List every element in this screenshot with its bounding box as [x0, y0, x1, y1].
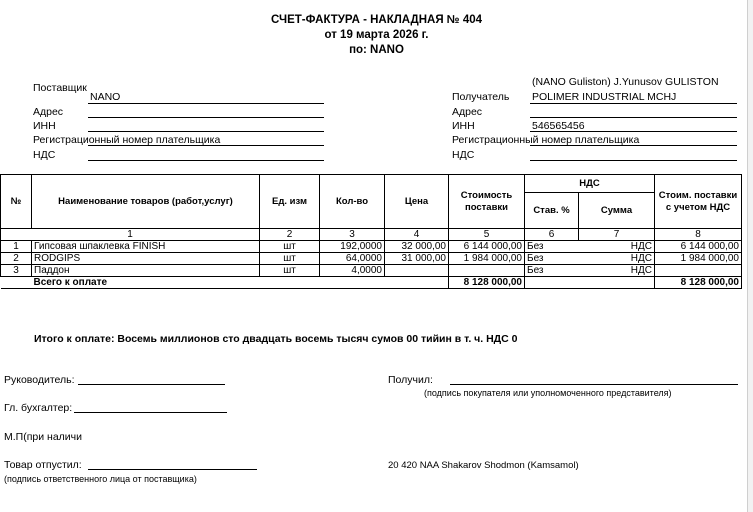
- colnum-cell: 7: [579, 229, 655, 241]
- row-sum: НДС: [579, 253, 655, 265]
- row-num: 2: [1, 253, 32, 265]
- header-total: Стоим. поставки с учетом НДС: [655, 175, 742, 229]
- row-total: [655, 265, 742, 277]
- director-label: Руководитель:: [4, 374, 75, 386]
- recipient-nds-label: НДС: [452, 149, 475, 161]
- recipient-line2: POLIMER INDUSTRIAL MCHJ: [532, 91, 677, 103]
- row-name: RODGIPS: [32, 253, 260, 265]
- row-rate: Без: [525, 253, 579, 265]
- colnum-cell: 3: [320, 229, 385, 241]
- supplier-inn-underline: [88, 131, 324, 132]
- recipient-reg-underline: [530, 145, 737, 146]
- row-price: 32 000,00: [385, 241, 449, 253]
- header-price: Цена: [385, 175, 449, 229]
- released-caption: (подпись ответственного лица от поставщика): [4, 474, 197, 484]
- total-cost: 8 128 000,00: [449, 277, 525, 289]
- released-signature-line: [88, 469, 257, 470]
- total-label: Всего к оплате: [32, 277, 260, 289]
- row-name: Паддон: [32, 265, 260, 277]
- row-rate: Без: [525, 241, 579, 253]
- total-sum: 8 128 000,00: [655, 277, 742, 289]
- table-row: [1, 265, 742, 277]
- row-cost: 1 984 000,00: [449, 253, 525, 265]
- table-row: [1, 241, 742, 253]
- total-row: [1, 277, 742, 289]
- colnum-cell: 4: [385, 229, 449, 241]
- row-cost: 6 144 000,00: [449, 241, 525, 253]
- recipient-inn-underline: [530, 131, 737, 132]
- row-price: [385, 265, 449, 277]
- row-rate: Без: [525, 265, 579, 277]
- colnum-cell: 8: [655, 229, 742, 241]
- row-name: Гипсовая шпаклевка FINISH: [32, 241, 260, 253]
- recipient-reg-label: Регистрационный номер плательщика: [452, 134, 640, 146]
- driver-info: 20 420 NAA Shakarov Shodmon (Kamsamol): [388, 460, 579, 471]
- header-name: Наименование товаров (работ,услуг): [32, 175, 260, 229]
- released-label: Товар отпустил:: [4, 459, 82, 471]
- received-caption: (подпись покупателя или уполномоченного представителя): [424, 388, 672, 398]
- supplier-address-underline: [88, 117, 324, 118]
- page-edge: [747, 0, 753, 512]
- recipient-inn-label: ИНН: [452, 120, 475, 132]
- header-nds: НДС: [525, 175, 655, 193]
- recipient-address-label: Адрес: [452, 106, 483, 118]
- recipient-address-underline: [530, 117, 737, 118]
- invoice-date: от 19 марта 2026 г.: [324, 29, 429, 41]
- header-num: №: [1, 175, 32, 229]
- total-spacer: [525, 277, 579, 289]
- row-price: 31 000,00: [385, 253, 449, 265]
- header-cost: Стоимость поставки: [449, 175, 525, 229]
- row-qty: 4,0000: [320, 265, 385, 277]
- supplier-value: NANO: [90, 91, 121, 103]
- supplier-underline: [88, 103, 324, 104]
- received-label: Получил:: [388, 374, 433, 386]
- supplier-reg-label: Регистрационный номер плательщика: [33, 134, 221, 146]
- header-unit: Ед. изм: [260, 175, 320, 229]
- stamp-label: М.П(при наличи: [4, 431, 82, 443]
- received-signature-line: [450, 384, 738, 385]
- colnum-cell: 1: [1, 229, 260, 241]
- row-unit: шт: [260, 265, 320, 277]
- row-qty: 64,0000: [320, 253, 385, 265]
- colnum-cell: 2: [260, 229, 320, 241]
- row-unit: шт: [260, 253, 320, 265]
- recipient-underline: [530, 103, 737, 104]
- row-total: 6 144 000,00: [655, 241, 742, 253]
- amount-in-words: Итого к оплате: Восемь миллионов сто двадцать восемь тысяч сумов 00 тийин в т. ч. НДС 0: [34, 333, 518, 345]
- invoice-contract: по: NANO: [349, 44, 404, 56]
- supplier-address-label: Адрес: [33, 106, 64, 118]
- row-unit: шт: [260, 241, 320, 253]
- recipient-nds-underline: [530, 160, 737, 161]
- accountant-label: Гл. бухгалтер:: [4, 402, 73, 414]
- row-sum: НДС: [579, 265, 655, 277]
- supplier-nds-underline: [88, 160, 324, 161]
- colnum-cell: 5: [449, 229, 525, 241]
- header-rate: Став. %: [525, 193, 579, 229]
- director-signature-line: [78, 384, 225, 385]
- supplier-reg-underline: [88, 145, 324, 146]
- row-total: 1 984 000,00: [655, 253, 742, 265]
- total-spacer: [320, 277, 385, 289]
- recipient-inn-value: 546565456: [532, 120, 585, 132]
- row-cost: [449, 265, 525, 277]
- recipient-line1: (NANO Guliston) J.Yunusov GULISTON: [532, 76, 719, 88]
- invoice-title: СЧЕТ-ФАКТУРА - НАКЛАДНАЯ № 404: [270, 14, 483, 26]
- total-spacer: [579, 277, 655, 289]
- supplier-label: Поставщик: [33, 82, 87, 94]
- row-qty: 192,0000: [320, 241, 385, 253]
- total-spacer: [1, 277, 32, 289]
- row-num: 1: [1, 241, 32, 253]
- colnum-cell: 6: [525, 229, 579, 241]
- supplier-nds-label: НДС: [33, 149, 56, 161]
- recipient-label: Получатель: [452, 91, 510, 103]
- table-row: [1, 253, 742, 265]
- invoice-table: [0, 174, 742, 289]
- total-spacer: [260, 277, 320, 289]
- header-qty: Кол-во: [320, 175, 385, 229]
- row-num: 3: [1, 265, 32, 277]
- accountant-signature-line: [74, 412, 227, 413]
- total-spacer: [385, 277, 449, 289]
- row-sum: НДС: [579, 241, 655, 253]
- header-sum: Сумма: [579, 193, 655, 229]
- supplier-inn-label: ИНН: [33, 120, 56, 132]
